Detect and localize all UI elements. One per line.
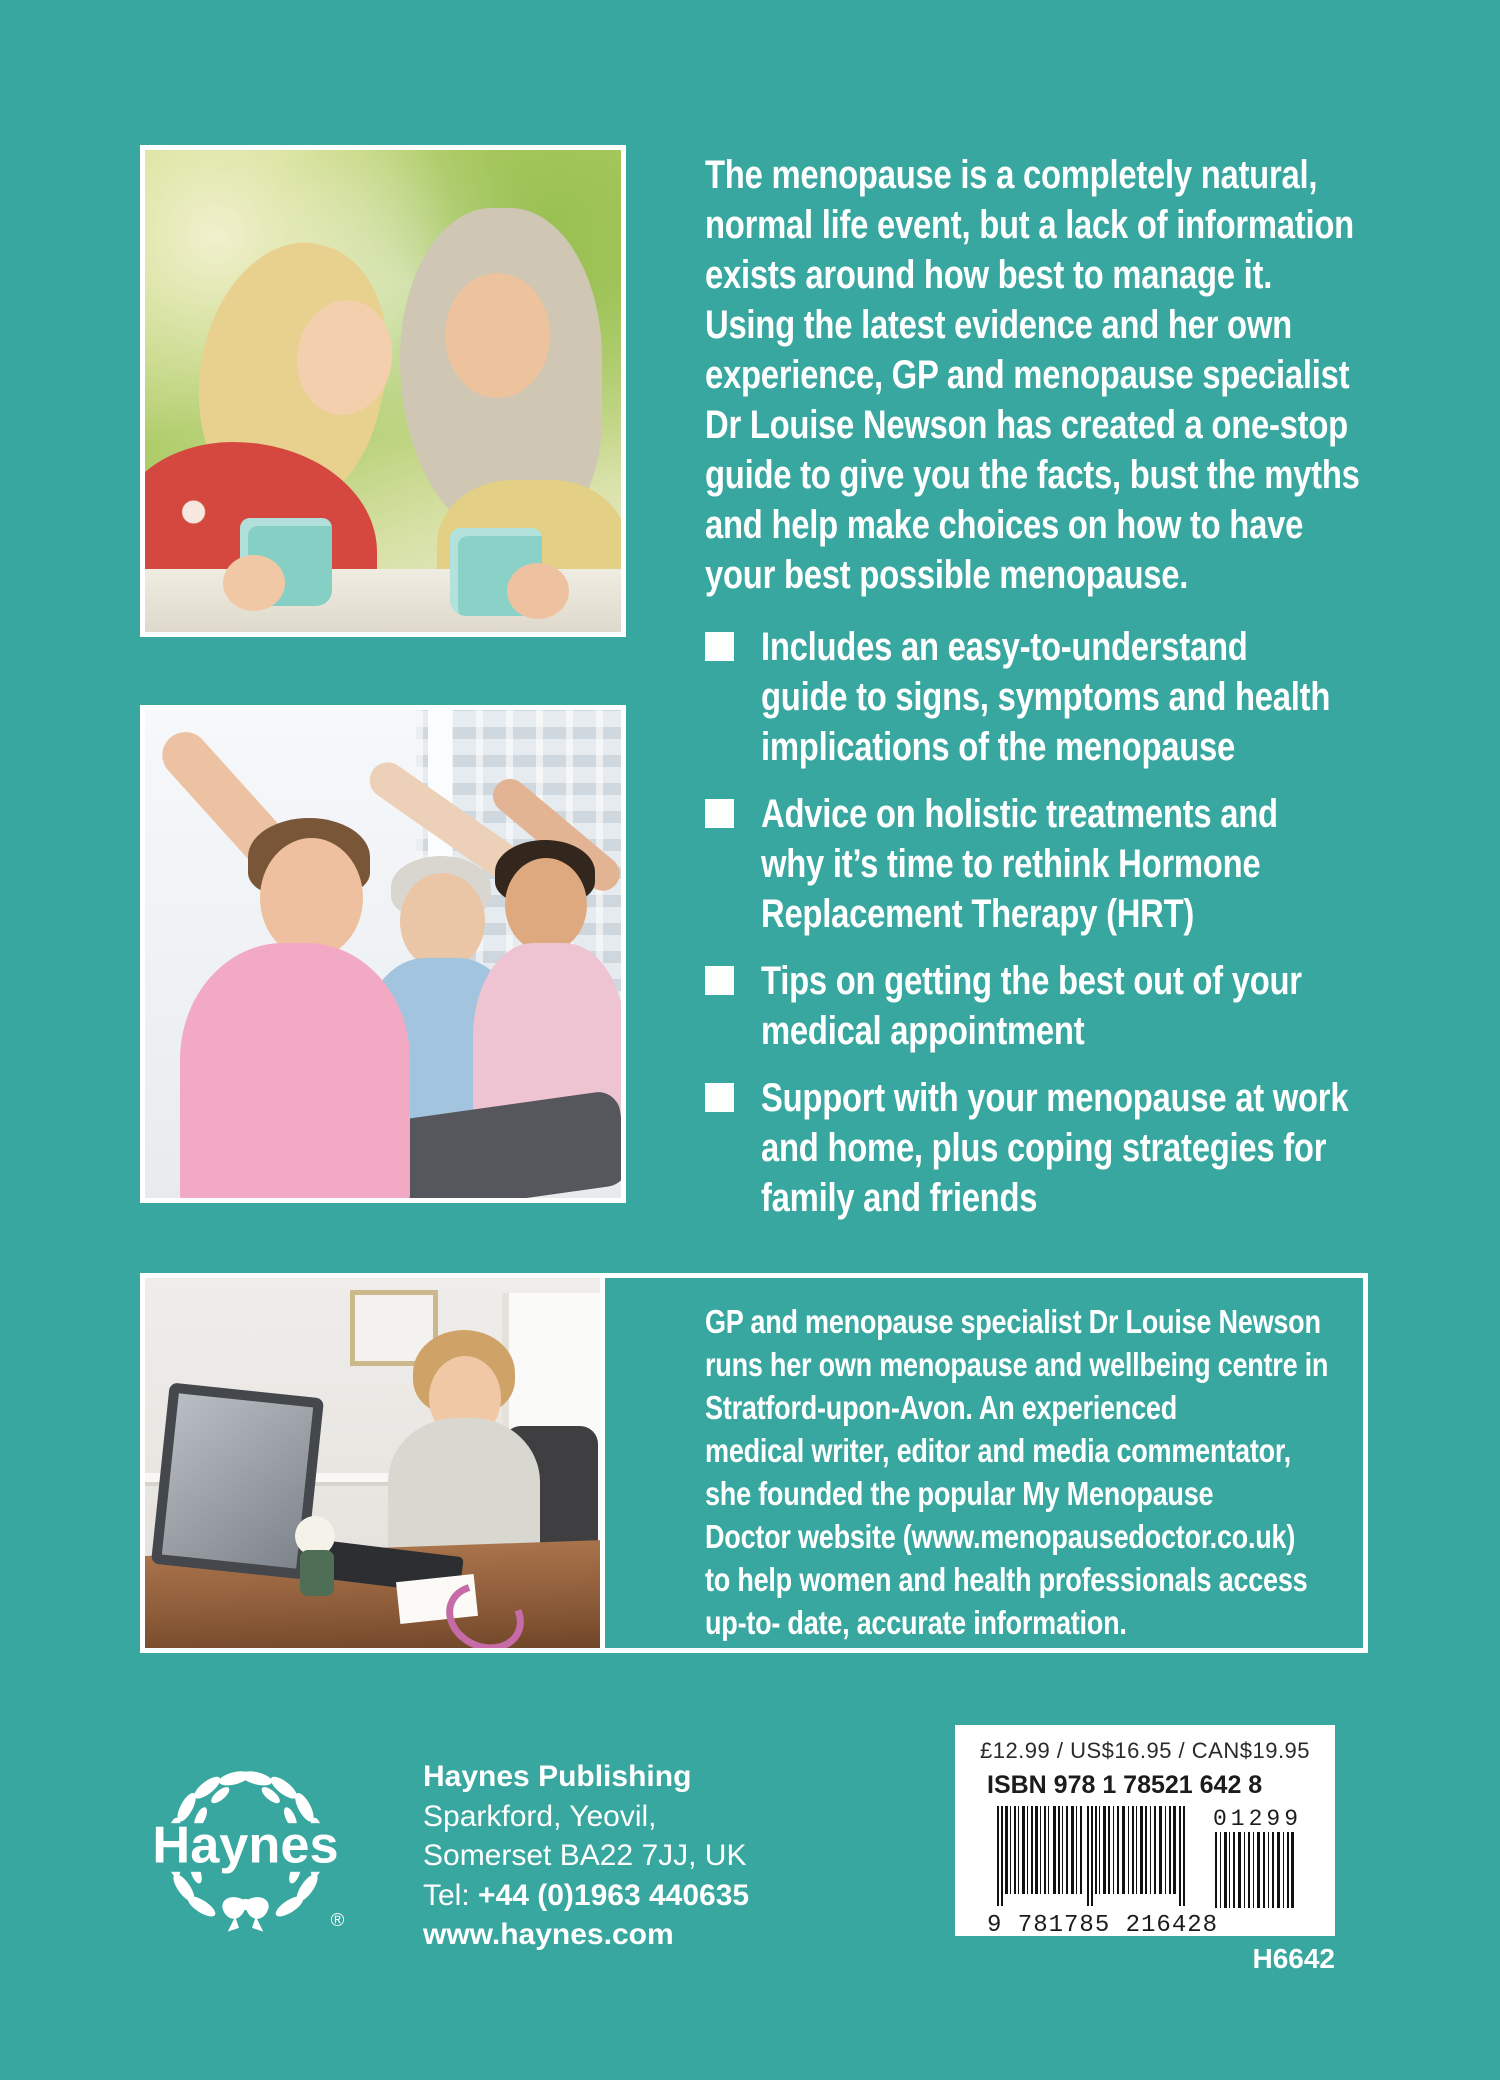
bullet-item [705,956,1477,1056]
intro-line: Using the latest evidence and her own [705,303,1292,347]
bullet-line: Replacement Therapy (HRT) [761,892,1195,936]
intro-line: and help make choices on how to have [705,503,1304,547]
photo-decoration [445,273,550,398]
isbn-line: ISBN 978 1 78521 642 8 [987,1771,1263,1799]
bio-line: medical writer, editor and media commentator, [705,1432,1291,1469]
photo-dr-louise-newson-at-desk [145,1278,605,1648]
bullet-line: Includes an easy-to-understand [761,625,1248,669]
square-bullet-icon [705,799,734,828]
photo-decoration [505,858,587,952]
photo-exercise-class-stretching [140,705,626,1203]
bio-line: GP and menopause specialist Dr Louise Newson [705,1303,1321,1340]
square-bullet-icon [705,1083,734,1112]
haynes-logo-wordmark: Haynes [152,1816,339,1875]
photo-decoration [180,943,410,1203]
laurel-wreath-icon [138,1745,353,1950]
photo-two-women-laughing-over-coffee [140,145,626,637]
ean-digits: 9 781785 216428 [987,1912,1219,1939]
bullet-line: Support with your menopause at work [761,1076,1349,1120]
photo-decoration [260,838,363,958]
square-bullet-icon [705,966,734,995]
barcode-bars-icon [1213,1832,1297,1908]
intro-line: guide to give you the facts, bust the myths [705,453,1360,497]
intro-line: normal life event, but a lack of information [705,203,1354,247]
publisher-telephone [423,1876,749,1916]
photo-decoration [223,555,285,611]
photo-decoration [507,563,569,619]
intro-line: The menopause is a completely natural, [705,153,1318,197]
bio-line: to help women and health professionals access [705,1561,1308,1598]
bio-line: Stratford-upon-Avon. An experienced [705,1389,1177,1426]
bullet-list [705,622,1477,1240]
photo-decoration [388,1418,540,1560]
bio-line: Doctor website (www.menopausedoctor.co.uk) [705,1518,1296,1555]
author-bio-text [605,1278,1465,1648]
registered-trademark-icon: ® [330,1909,345,1931]
haynes-logo [138,1745,353,1950]
bio-line: up-to- date, accurate information. [705,1604,1127,1641]
print-code: H6642 [1252,1943,1335,1974]
square-bullet-icon [705,632,734,661]
intro-line: your best possible menopause. [705,553,1189,597]
intro-paragraph [705,150,1500,600]
bullet-line: guide to signs, symptoms and health [761,675,1331,719]
intro-line: exists around how best to manage it. [705,253,1273,297]
ean-barcode [987,1806,1219,1939]
supplement-digits: 01299 [1213,1806,1303,1832]
publisher-info [423,1757,749,1955]
barcode-bars-icon [987,1806,1197,1906]
bullet-line: Advice on holistic treatments and [761,792,1278,836]
publisher-address-line: Sparkford, Yeovil, [423,1799,657,1833]
photo-decoration [151,1382,324,1579]
bio-line: runs her own menopause and wellbeing centre in [705,1346,1329,1383]
bullet-line: why it’s time to rethink Hormone [761,842,1261,886]
tel-number: +44 (0)1963 440635 [478,1878,750,1912]
bullet-line: and home, plus coping strategies for [761,1126,1327,1170]
intro-line: experience, GP and menopause specialist [705,353,1350,397]
photo-decoration [400,873,485,970]
photo-decoration [300,1550,334,1596]
intro-line: Dr Louise Newson has created a one-stop [705,403,1348,447]
bio-line: she founded the popular My Menopause [705,1475,1214,1512]
bullet-line: medical appointment [761,1009,1085,1053]
bullet-item [705,622,1477,772]
tel-label: Tel: [423,1878,470,1912]
barcode-panel [955,1725,1335,1939]
author-bio-box [140,1273,1368,1653]
bullet-line: family and friends [761,1176,1038,1220]
publisher-website: www.haynes.com [423,1918,674,1951]
publisher-name: Haynes Publishing [423,1760,692,1793]
bullet-item [705,789,1477,939]
supplement-barcode [1213,1806,1303,1939]
bullet-line: Tips on getting the best out of your [761,959,1302,1003]
bullet-line: implications of the menopause [761,725,1236,769]
bullet-item [705,1073,1477,1223]
price-line: £12.99 / US$16.95 / CAN$19.95 [979,1738,1311,1763]
publisher-address-line: Somerset BA22 7JJ, UK [423,1839,747,1872]
